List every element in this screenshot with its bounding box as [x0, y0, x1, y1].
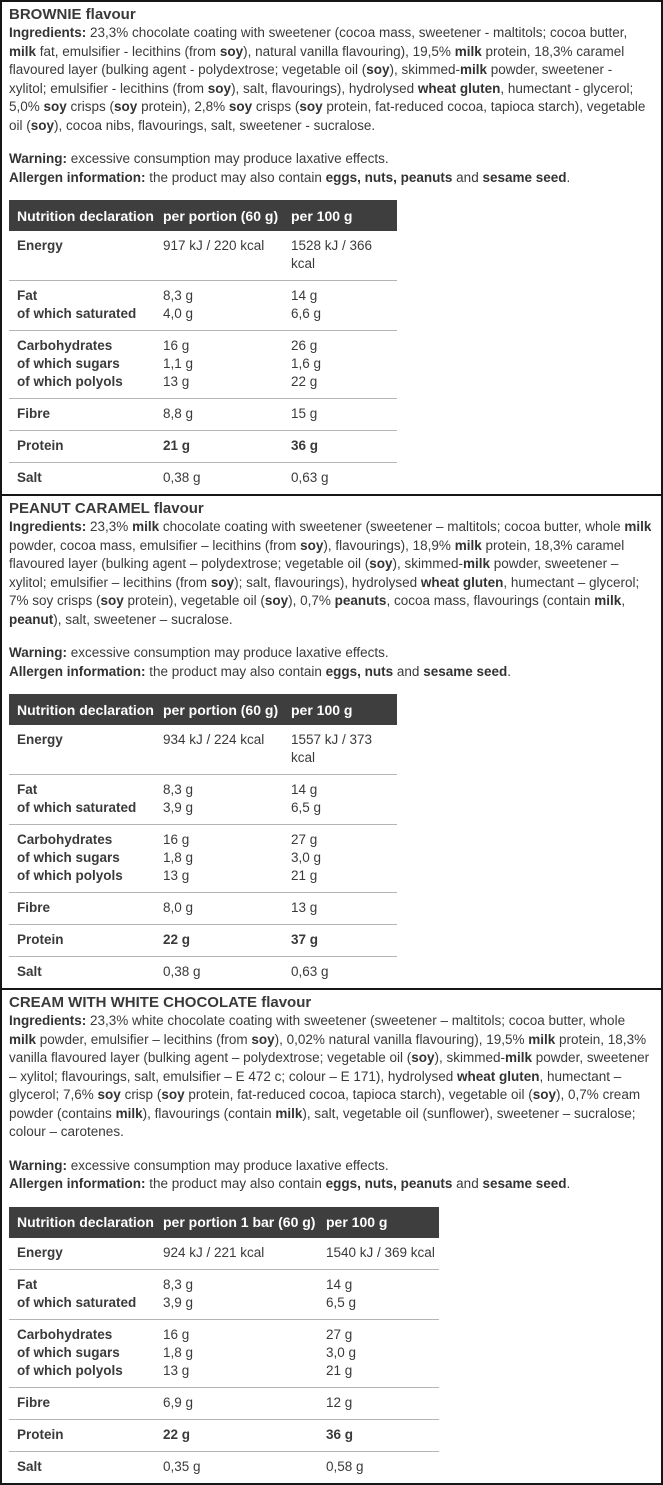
nutrition-group	[9, 774, 397, 824]
nutrition-group	[9, 1319, 439, 1387]
nutrition-row-carbohydrates	[17, 1326, 439, 1344]
value-per-portion: 0,35 g	[163, 1458, 201, 1474]
nutrition-label: Fibre	[17, 406, 51, 421]
header-cell-declaration: Nutrition declaration	[17, 701, 154, 718]
value-per-portion: 8,8 g	[163, 406, 194, 421]
value-per-100g: 12 g	[326, 1394, 353, 1410]
nutrition-label: Fat	[17, 782, 38, 797]
value-per-portion: 924 kJ / 221 kcal	[163, 1244, 265, 1260]
value-per-100g: 21 g	[326, 1362, 353, 1378]
nutrition-label: Protein	[17, 438, 64, 453]
nutrition-label: Fat	[17, 1276, 38, 1292]
section-peanut-caramel-flavour	[0, 496, 663, 990]
value-per-100g: 0,63 g	[291, 470, 329, 485]
value-per-portion: 13 g	[163, 868, 190, 883]
nutrition-row-of-which-saturated	[17, 799, 397, 817]
value-per-portion: 22 g	[163, 932, 191, 947]
nutrition-row-salt	[17, 963, 397, 981]
nutrition-label: of which polyols	[17, 374, 123, 389]
ingredients-paragraph	[9, 24, 653, 135]
value-per-100g: 26 g	[291, 338, 318, 353]
nutrition-group	[9, 924, 397, 956]
value-per-portion: 3,9 g	[163, 1294, 194, 1310]
nutrition-row-of-which-sugars	[17, 849, 397, 867]
nutrition-group	[9, 462, 397, 494]
nutrition-label: Fibre	[17, 900, 51, 915]
value-per-portion: 4,0 g	[163, 306, 194, 321]
warning-paragraph	[9, 1157, 653, 1176]
nutrition-row-protein	[17, 437, 397, 455]
nutrition-row-of-which-polyols	[17, 1362, 439, 1380]
value-per-portion: 8,3 g	[163, 1276, 194, 1292]
value-per-portion: 0,38 g	[163, 470, 201, 485]
value-per-portion: 6,9 g	[163, 1394, 194, 1410]
ingredients-label: Ingredients:	[9, 1013, 87, 1028]
nutrition-group	[9, 231, 397, 280]
nutrition-label: of which polyols	[17, 1362, 123, 1378]
section-cream-with-white-chocolate-flavour	[0, 990, 663, 1485]
nutrition-table-body	[9, 725, 397, 988]
nutrition-label: Carbohydrates	[17, 1326, 113, 1342]
allergen-label: Allergen information:	[9, 1176, 146, 1191]
nutrition-table	[9, 1207, 439, 1483]
nutrition-label: Energy	[17, 1244, 63, 1260]
nutrition-table-body	[9, 1238, 439, 1483]
value-per-portion: 22 g	[163, 1426, 191, 1442]
nutrition-table-header	[9, 200, 397, 231]
header-cell-per-portion: per portion 1 bar (60 g)	[163, 1214, 316, 1230]
nutrition-label: of which polyols	[17, 868, 123, 883]
nutrition-table-header	[9, 694, 397, 725]
value-per-100g: 14 g	[291, 782, 318, 797]
warning-paragraph	[9, 644, 653, 663]
value-per-100g: 6,5 g	[326, 1294, 357, 1310]
value-per-100g: 14 g	[326, 1276, 353, 1292]
nutrition-row-fat	[17, 781, 397, 799]
warning-label: Warning:	[9, 1157, 67, 1173]
value-per-portion: 16 g	[163, 832, 190, 847]
value-per-100g: 6,6 g	[291, 306, 322, 321]
nutrition-group	[9, 892, 397, 924]
value-per-portion: 8,0 g	[163, 900, 194, 915]
ingredients-text: 23,3% milk chocolate coating with sweetener (sweetener – maltitols; cocoa butter, whole milk powder, cocoa mass, emulsifier – lecithins (from soy), flavourings), 18,9% milk protein, 18,3% caramel flavoured layer (bulking agent – polydextrose; vegetable oil (soy), skimmed-milk powder, sweetener – xylitol; emulsifier – lecithins (from soy); salt, flavourings), hydrolysed wheat gluten, humectant – glycerol; 7% soy crisps (soy protein), vegetable oil (soy), 0,7% peanuts, cocoa mass, flavourings (contain milk, peanut), salt, sweetener – sucralose.	[9, 519, 652, 627]
nutrition-row-fibre	[17, 1394, 439, 1412]
nutrition-row-of-which-saturated	[17, 1294, 439, 1312]
value-per-portion: 16 g	[163, 1326, 190, 1342]
value-per-100g: 1,6 g	[291, 356, 322, 371]
nutrition-table-body	[9, 231, 397, 494]
nutrition-row-of-which-sugars	[17, 355, 397, 373]
allergen-label: Allergen information:	[9, 169, 146, 185]
value-per-100g: 0,63 g	[291, 964, 329, 979]
warning-label: Warning:	[9, 151, 67, 166]
nutrition-table	[9, 200, 397, 494]
nutrition-group	[9, 330, 397, 398]
nutrition-group	[9, 956, 397, 988]
value-per-100g: 27 g	[326, 1326, 353, 1342]
nutrition-row-of-which-polyols	[17, 373, 397, 391]
header-cell-per-100g: per 100 g	[291, 207, 353, 224]
nutrition-label: of which saturated	[17, 1294, 137, 1310]
value-per-100g: 36 g	[326, 1426, 354, 1442]
nutrition-label: of which sugars	[17, 1344, 120, 1360]
warning-label: Warning:	[9, 645, 67, 660]
nutrition-row-of-which-sugars	[17, 1344, 439, 1362]
value-per-portion: 1,8 g	[163, 850, 194, 865]
nutrition-group	[9, 824, 397, 892]
header-cell-declaration: Nutrition declaration	[17, 1214, 154, 1230]
warning-text: excessive consumption may produce laxative effects.	[70, 1157, 389, 1173]
allergen-paragraph	[9, 1175, 653, 1194]
nutrition-group	[9, 1238, 439, 1269]
section-title: BROWNIE flavour	[9, 6, 136, 23]
nutrition-row-energy	[17, 237, 397, 273]
nutrition-group	[9, 430, 397, 462]
nutrition-row-fat	[17, 287, 397, 305]
value-per-100g: 3,0 g	[326, 1344, 357, 1360]
value-per-100g: 22 g	[291, 374, 318, 389]
nutrition-row-of-which-saturated	[17, 305, 397, 323]
allergen-text: the product may also contain eggs, nuts, peanuts and sesame seed.	[149, 169, 571, 185]
nutrition-row-fibre	[17, 899, 397, 917]
nutrition-row-energy	[17, 1244, 439, 1262]
nutrition-group	[9, 1387, 439, 1419]
header-cell-per-portion: per portion (60 g)	[163, 207, 279, 224]
nutrition-label: Protein	[17, 932, 64, 947]
nutrition-row-fat	[17, 1276, 439, 1294]
value-per-portion: 8,3 g	[163, 288, 194, 303]
nutrition-group	[9, 398, 397, 430]
nutrition-group	[9, 1451, 439, 1483]
nutrition-label: Salt	[17, 470, 42, 485]
ingredients-label: Ingredients:	[9, 519, 87, 534]
header-cell-per-100g: per 100 g	[291, 701, 353, 718]
nutrition-label: of which sugars	[17, 356, 120, 371]
value-per-100g: 36 g	[291, 438, 319, 453]
nutrition-label: of which saturated	[17, 306, 137, 321]
section-title: CREAM WITH WHITE CHOCOLATE flavour	[9, 994, 312, 1011]
nutrition-table-header	[9, 1207, 439, 1238]
value-per-100g: 37 g	[291, 932, 319, 947]
value-per-portion: 16 g	[163, 338, 190, 353]
nutrition-row-salt	[17, 469, 397, 487]
nutrition-row-carbohydrates	[17, 337, 397, 355]
value-per-portion: 13 g	[163, 374, 190, 389]
ingredients-text: 23,3% chocolate coating with sweetener (cocoa mass, sweetener - maltitols; cocoa butter, milk fat, emulsifier - lecithins (from soy), natural vanilla flavouring), 19,5% milk protein, 18,3% caramel flavoured layer (bulking agent - polydextrose; vegetable oil (soy), skimmed-milk powder, sweetener - xylitol; emulsifier - lecithins (from soy), salt, flavourings), hydrolysed wheat gluten, humectant - glycerol; 5,0% soy crisps (soy protein), 2,8% soy crisps (soy protein, fat-reduced cocoa, tapioca starch), vegetable oil (soy), cocoa nibs, flavourings, salt, sweetener - sucralose.	[9, 25, 646, 133]
header-cell-declaration: Nutrition declaration	[17, 207, 154, 224]
nutrition-label: Salt	[17, 964, 42, 979]
allergen-paragraph	[9, 169, 653, 188]
nutrition-label: Energy	[17, 238, 63, 253]
warning-text: excessive consumption may produce laxative effects.	[70, 645, 389, 660]
nutrition-row-protein	[17, 1426, 439, 1444]
nutrition-label: Carbohydrates	[17, 832, 113, 847]
section-brownie-flavour	[0, 0, 663, 496]
ingredients-paragraph	[9, 1012, 653, 1142]
value-per-100g: 1528 kJ / 366 kcal	[291, 238, 373, 271]
value-per-portion: 1,8 g	[163, 1344, 194, 1360]
value-per-100g: 15 g	[291, 406, 318, 421]
header-cell-per-100g: per 100 g	[326, 1214, 388, 1230]
value-per-portion: 917 kJ / 220 kcal	[163, 238, 265, 253]
nutrition-group	[9, 1269, 439, 1319]
nutrition-label: Carbohydrates	[17, 338, 113, 353]
nutrition-label: Fat	[17, 288, 38, 303]
nutrition-row-of-which-polyols	[17, 867, 397, 885]
value-per-100g: 27 g	[291, 832, 318, 847]
header-cell-per-portion: per portion (60 g)	[163, 701, 279, 718]
nutrition-row-protein	[17, 931, 397, 949]
nutrition-row-fibre	[17, 405, 397, 423]
value-per-portion: 934 kJ / 224 kcal	[163, 732, 265, 747]
nutrition-row-carbohydrates	[17, 831, 397, 849]
nutrition-row-energy	[17, 731, 397, 767]
ingredients-label: Ingredients:	[9, 25, 87, 40]
value-per-portion: 3,9 g	[163, 800, 194, 815]
allergen-text: the product may also contain eggs, nuts and sesame seed.	[149, 663, 512, 679]
warning-text: excessive consumption may produce laxative effects.	[70, 151, 389, 166]
allergen-text: the product may also contain eggs, nuts, peanuts and sesame seed.	[149, 1176, 571, 1191]
ingredients-text: 23,3% white chocolate coating with sweetener (sweetener – maltitols; cocoa butter, whole milk powder, emulsifier – lecithins (from soy), 0,02% natural vanilla flavouring), 19,5% milk protein, 18,3% vanilla flavoured layer (bulking agent – polydextrose; vegetable oil (soy), skimmed-milk powder, sweetener – xylitol; flavourings, salt, emulsifier – E 472 c; colour – E 171), hydrolysed wheat gluten, humectant – glycerol; 7,6% soy crisp (soy protein, fat-reduced cocoa, tapioca starch), vegetable oil (soy), 0,7% cream powder (contains milk), flavourings (contain milk), salt, vegetable oil (sunflower), sweetener – sucralose; colour – carotenes.	[9, 1013, 650, 1139]
value-per-portion: 21 g	[163, 438, 191, 453]
nutrition-table	[9, 694, 397, 988]
value-per-portion: 13 g	[163, 1362, 190, 1378]
value-per-100g: 1557 kJ / 373 kcal	[291, 732, 373, 765]
ingredients-paragraph	[9, 518, 653, 629]
nutrition-label: of which saturated	[17, 800, 137, 815]
nutrition-group	[9, 725, 397, 774]
nutrition-label: Fibre	[17, 1394, 51, 1410]
value-per-100g: 21 g	[291, 868, 318, 883]
value-per-100g: 3,0 g	[291, 850, 322, 865]
nutrition-group	[9, 280, 397, 330]
allergen-label: Allergen information:	[9, 663, 146, 679]
value-per-100g: 6,5 g	[291, 800, 322, 815]
value-per-100g: 13 g	[291, 900, 318, 915]
nutrition-label: Salt	[17, 1458, 42, 1474]
value-per-portion: 1,1 g	[163, 356, 194, 371]
allergen-paragraph	[9, 663, 653, 682]
value-per-100g: 0,58 g	[326, 1458, 364, 1474]
value-per-portion: 8,3 g	[163, 782, 194, 797]
nutrition-label: Protein	[17, 1426, 64, 1442]
nutrition-group	[9, 1419, 439, 1451]
nutrition-label: Energy	[17, 732, 63, 747]
value-per-100g: 14 g	[291, 288, 318, 303]
value-per-100g: 1540 kJ / 369 kcal	[326, 1244, 435, 1260]
value-per-portion: 0,38 g	[163, 964, 201, 979]
warning-paragraph	[9, 150, 653, 169]
nutrition-row-salt	[17, 1458, 439, 1476]
section-title: PEANUT CARAMEL flavour	[9, 500, 204, 517]
nutrition-label: of which sugars	[17, 850, 120, 865]
